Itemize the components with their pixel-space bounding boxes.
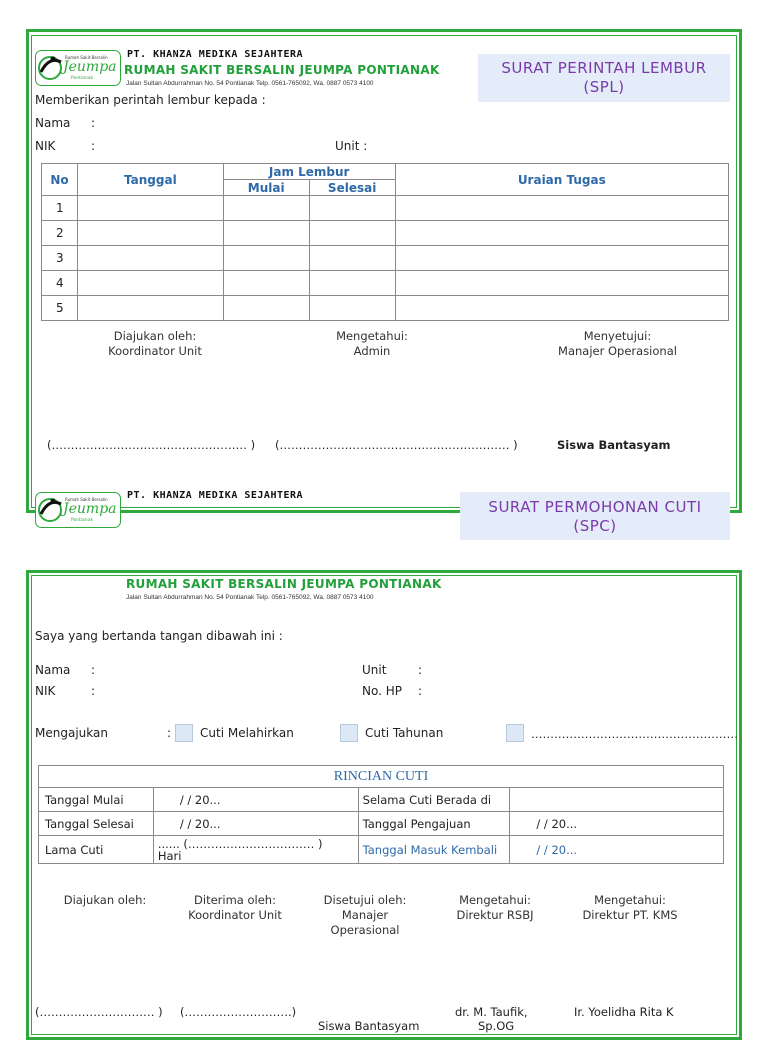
spl-nik-label: NIK [35,139,56,153]
spc-sign2-blank[interactable]: (……………………….) [180,1005,297,1019]
opt-cuti-tahunan: Cuti Tahunan [365,726,444,740]
cell-selesai[interactable] [309,221,395,246]
spc-nama-label: Nama [35,663,71,677]
cell-tanggal[interactable] [77,246,223,271]
checkbox-cuti-lainnya[interactable] [506,724,524,742]
spc-sign-pemohon [50,893,160,908]
cell-mulai[interactable] [223,196,309,221]
spc-sign-manajer [315,893,415,938]
sign-title: Direktur RSBJ [456,908,534,922]
sign-title: Direktur PT. KMS [582,908,678,922]
sign-title: Koordinator Unit [188,908,282,922]
cell-mulai[interactable] [223,221,309,246]
spc-title [460,492,730,540]
col-tanggal-header: Tanggal [77,164,223,196]
spl-title [478,54,730,102]
checkbox-cuti-tahunan[interactable] [340,724,358,742]
spl-nama-colon: : [91,116,96,130]
cell-selesai[interactable] [309,271,395,296]
cell-uraian[interactable] [395,296,728,321]
spc-hp-colon: : [418,684,423,698]
label-selama-cuti: Selama Cuti Berada di [358,788,510,812]
spc-title-line2: (SPC) [573,517,617,535]
sign-title: Manajer [341,908,389,922]
value-tanggal-mulai[interactable]: / / 20... [153,788,358,812]
row-number: 2 [42,221,78,246]
jeumpa-logo [35,50,121,86]
sign-role: Mengetahui: [336,329,408,343]
value-lama-cuti[interactable] [153,836,358,864]
spl-table [41,163,729,321]
table-row [42,196,729,221]
sign-title: Admin [353,344,391,358]
hospital-address: Jalan Sultan Abdurrahman No. 54 Pontianak Telp. 0561-765092, Wa. 0887 0573 4100 [126,594,374,601]
spc-title-line1: SURAT PERMOHONAN CUTI [488,498,702,516]
checkbox-cuti-melahirkan[interactable] [175,724,193,742]
spc-hp-label: No. HP [362,684,402,698]
hospital-name: RUMAH SAKIT BERSALIN JEUMPA PONTIANAK [124,63,440,77]
spc-mengajukan-colon: : [167,726,172,740]
spc-mengajukan-label: Mengajukan [35,726,108,740]
row-number: 5 [42,296,78,321]
value-tanggal-selesai[interactable]: / / 20... [153,812,358,836]
spl-sign3-name: Siswa Bantasyam [557,438,671,452]
table-row [39,836,724,864]
spl-intro: Memberikan perintah lembur kepada : [35,93,266,107]
col-selesai-header: Selesai [309,180,395,196]
row-number: 3 [42,246,78,271]
spc-nik-label: NIK [35,684,56,698]
spc-sign3-name: Siswa Bantasyam [318,1019,420,1033]
spl-nik-colon: : [91,139,96,153]
value-tanggal-masuk[interactable]: / / 20... [510,836,724,864]
spc-nik-colon: : [91,684,96,698]
logo-top-text: Rumah Sakit Bersalin [65,497,108,502]
company-name: PT. KHANZA MEDIKA SEJAHTERA [127,490,304,501]
spl-nama-label: Nama [35,116,71,130]
spl-sign-admin [322,329,422,359]
logo-sub-text: Pontianak [71,518,94,523]
label-tanggal-selesai: Tanggal Selesai [39,812,154,836]
lama-cuti-blank: ...... (…………………………… ) [157,836,323,851]
rincian-cuti-table [38,765,724,864]
spc-sign1-blank[interactable]: (………………………… ) [35,1005,163,1019]
label-lama-cuti: Lama Cuti [39,836,154,864]
spc-nama-colon: : [91,663,96,677]
cell-selesai[interactable] [309,296,395,321]
sign-role: Diajukan oleh: [63,893,147,907]
company-name: PT. KHANZA MEDIKA SEJAHTERA [127,49,304,60]
cell-tanggal[interactable] [77,221,223,246]
cell-selesai[interactable] [309,196,395,221]
cell-tanggal[interactable] [77,196,223,221]
spl-sign1-blank[interactable]: (…………………………………………… ) [47,438,256,452]
hospital-name: RUMAH SAKIT BERSALIN JEUMPA PONTIANAK [126,577,442,591]
cell-uraian[interactable] [395,271,728,296]
spc-sign4-name2: Sp.OG [478,1019,515,1033]
spc-sign5-name: Ir. Yoelidha Rita K [574,1005,674,1019]
col-no-header: No [42,164,78,196]
cell-uraian[interactable] [395,221,728,246]
hospital-address: Jalan Sultan Abdurrahman No. 54 Pontianak Telp. 0561-765092, Wa. 0887 0573 4100 [126,80,374,87]
opt-cuti-lainnya[interactable]: ……………………………………………… [531,727,738,741]
row-number: 1 [42,196,78,221]
spc-intro: Saya yang bertanda tangan dibawah ini : [35,629,283,643]
lama-cuti-unit: Hari [157,848,182,863]
sign-role: Diajukan oleh: [113,329,197,343]
table-row [39,788,724,812]
spl-unit-label: Unit : [335,139,368,153]
col-jam-lembur-header: Jam Lembur [223,164,395,180]
sign-role: Diterima oleh: [194,893,276,907]
label-tanggal-pengajuan: Tanggal Pengajuan [358,812,510,836]
sign-title: Manajer Operasional [558,344,677,358]
spc-sign-direktur-kms [570,893,690,923]
logo-top-text: Rumah Sakit Bersalin [65,55,108,60]
spl-title-line1: SURAT PERINTAH LEMBUR [501,59,707,77]
cell-mulai[interactable] [223,296,309,321]
spc-sign-direktur-rsbj [440,893,550,923]
opt-cuti-melahirkan: Cuti Melahirkan [200,726,294,740]
cell-uraian[interactable] [395,196,728,221]
spl-sign2-blank[interactable]: (…………………………………………………… ) [275,438,518,452]
cell-tanggal[interactable] [77,296,223,321]
sign-role: Disetujui oleh: [323,893,407,907]
rincian-title: RINCIAN CUTI [39,766,724,788]
sign-role: Menyetujui: [583,329,652,343]
spc-unit-colon: : [418,663,423,677]
col-mulai-header: Mulai [223,180,309,196]
sign-role: Mengetahui: [594,893,666,907]
logo-text: Jeumpa [63,59,117,75]
value-tanggal-pengajuan[interactable]: / / 20... [510,812,724,836]
table-row [39,812,724,836]
table-row [42,221,729,246]
spc-unit-label: Unit [362,663,387,677]
spl-sign-manajer [545,329,690,359]
table-row [42,271,729,296]
cell-mulai[interactable] [223,271,309,296]
col-uraian-header: Uraian Tugas [395,164,728,196]
cell-tanggal[interactable] [77,271,223,296]
spc-sign-koordinator [175,893,295,923]
table-row [42,296,729,321]
sign-role: Mengetahui: [459,893,531,907]
sign-title: Operasional [330,923,400,937]
label-tanggal-masuk: Tanggal Masuk Kembali [358,836,510,864]
spl-title-line2: (SPL) [583,78,625,96]
sign-title: Koordinator Unit [108,344,202,358]
cell-uraian[interactable] [395,246,728,271]
jeumpa-logo [35,492,121,528]
value-selama-cuti[interactable] [510,788,724,812]
cell-mulai[interactable] [223,246,309,271]
cell-selesai[interactable] [309,246,395,271]
label-tanggal-mulai: Tanggal Mulai [39,788,154,812]
logo-sub-text: Pontianak [71,76,94,81]
logo-text: Jeumpa [63,501,117,517]
table-row [42,246,729,271]
row-number: 4 [42,271,78,296]
spl-sign-koordinator [95,329,215,359]
spc-sign4-name: dr. M. Taufik, [455,1005,528,1019]
